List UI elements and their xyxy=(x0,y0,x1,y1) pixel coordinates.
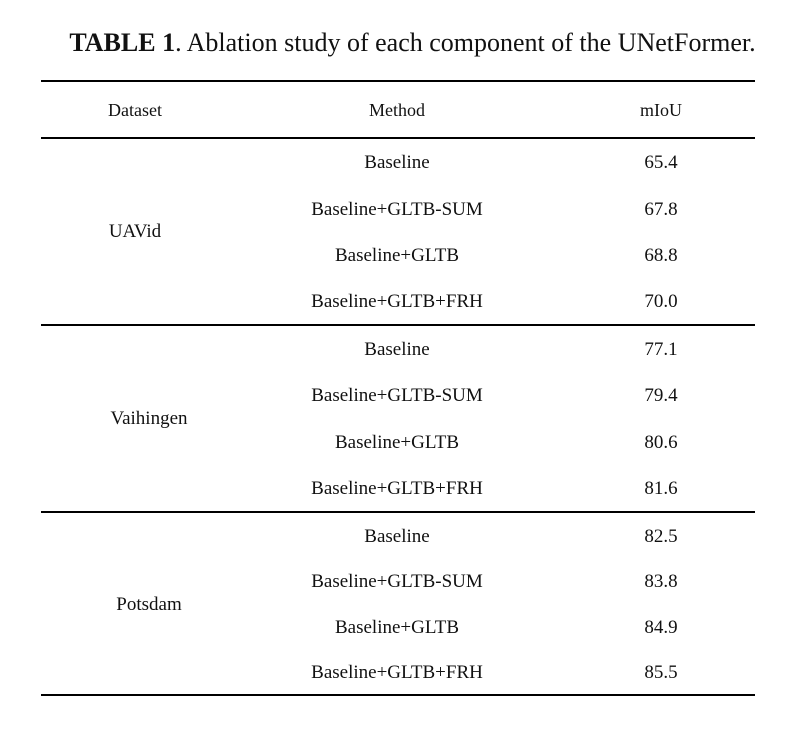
table-caption-label: TABLE 1 xyxy=(69,28,176,57)
method-cell: Baseline+GLTB-SUM xyxy=(311,199,483,220)
table-caption xyxy=(0,27,805,59)
method-cell: Baseline xyxy=(364,526,430,547)
table-top-rule xyxy=(41,80,755,82)
miou-cell: 79.4 xyxy=(644,385,678,406)
group-separator-rule xyxy=(41,511,755,513)
method-cell: Baseline+GLTB+FRH xyxy=(311,291,483,312)
miou-cell: 84.9 xyxy=(644,617,678,638)
miou-cell: 85.5 xyxy=(644,662,678,683)
dataset-cell-uavid: UAVid xyxy=(108,221,162,242)
table-header-rule xyxy=(41,137,755,139)
method-cell: Baseline+GLTB-SUM xyxy=(311,385,483,406)
table-caption-text: . Ablation study of each component of the UNetFormer. xyxy=(175,28,756,57)
dataset-cell-vaihingen: Vaihingen xyxy=(110,408,188,429)
method-cell: Baseline+GLTB xyxy=(334,432,460,453)
dataset-cell-potsdam: Potsdam xyxy=(116,594,182,615)
miou-cell: 81.6 xyxy=(644,478,678,499)
method-cell: Baseline xyxy=(364,339,430,360)
miou-cell: 65.4 xyxy=(644,152,678,173)
miou-cell: 83.8 xyxy=(644,571,678,592)
table-bottom-rule xyxy=(41,694,755,696)
miou-cell: 80.6 xyxy=(644,432,678,453)
method-cell: Baseline+GLTB xyxy=(334,617,460,638)
miou-cell: 77.1 xyxy=(644,339,678,360)
method-cell: Baseline+GLTB+FRH xyxy=(311,478,483,499)
miou-cell: 70.0 xyxy=(644,291,678,312)
group-separator-rule xyxy=(41,324,755,326)
header-miou: mIoU xyxy=(640,100,682,120)
miou-cell: 82.5 xyxy=(644,526,678,547)
header-method: Method xyxy=(369,100,425,120)
miou-cell: 67.8 xyxy=(644,199,678,220)
header-dataset: Dataset xyxy=(108,100,162,120)
method-cell: Baseline+GLTB xyxy=(334,245,460,266)
method-cell: Baseline+GLTB+FRH xyxy=(311,662,483,683)
method-cell: Baseline+GLTB-SUM xyxy=(311,571,483,592)
method-cell: Baseline xyxy=(364,152,430,173)
miou-cell: 68.8 xyxy=(644,245,678,266)
